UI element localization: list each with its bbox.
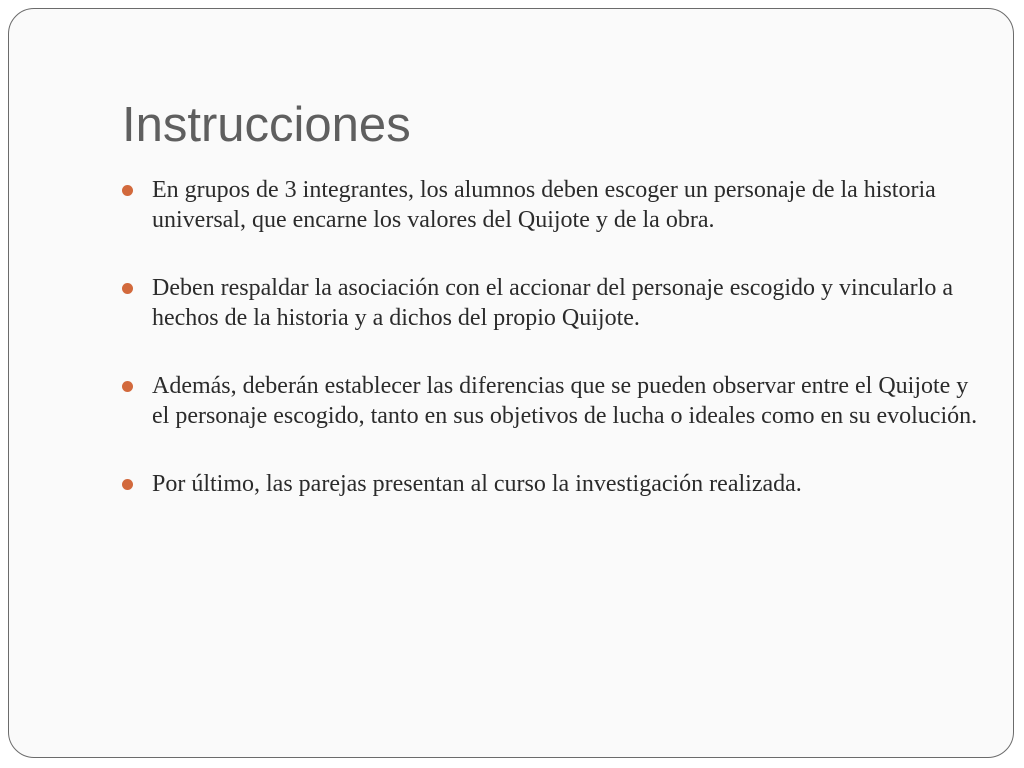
bullet-item [121, 371, 981, 431]
slide-title: Instrucciones [122, 98, 411, 152]
bullet-item [121, 469, 981, 499]
bullet-text: Por último, las parejas presentan al curso la investigación realizada. [152, 471, 802, 497]
bullet-list [121, 175, 981, 537]
bullet-text: Deben respaldar la asociación con el accionar del personaje escogido y vincularlo a hechos de la historia y a dichos del propio Quijote. [152, 275, 953, 331]
bullet-text: Además, deberán establecer las diferencias que se pueden observar entre el Quijote y el personaje escogido, tanto en sus objetivos de lucha o ideales como en su evolución. [152, 373, 978, 429]
bullet-item [121, 175, 981, 235]
bullet-item [121, 273, 981, 333]
bullet-dot-icon [122, 479, 133, 490]
bullet-dot-icon [122, 185, 133, 196]
bullet-dot-icon [122, 283, 133, 294]
bullet-text: En grupos de 3 integrantes, los alumnos deben escoger un personaje de la historia universal, que encarne los valores del Quijote y de la obra. [152, 177, 936, 233]
slide-frame [8, 8, 1014, 758]
bullet-dot-icon [122, 381, 133, 392]
